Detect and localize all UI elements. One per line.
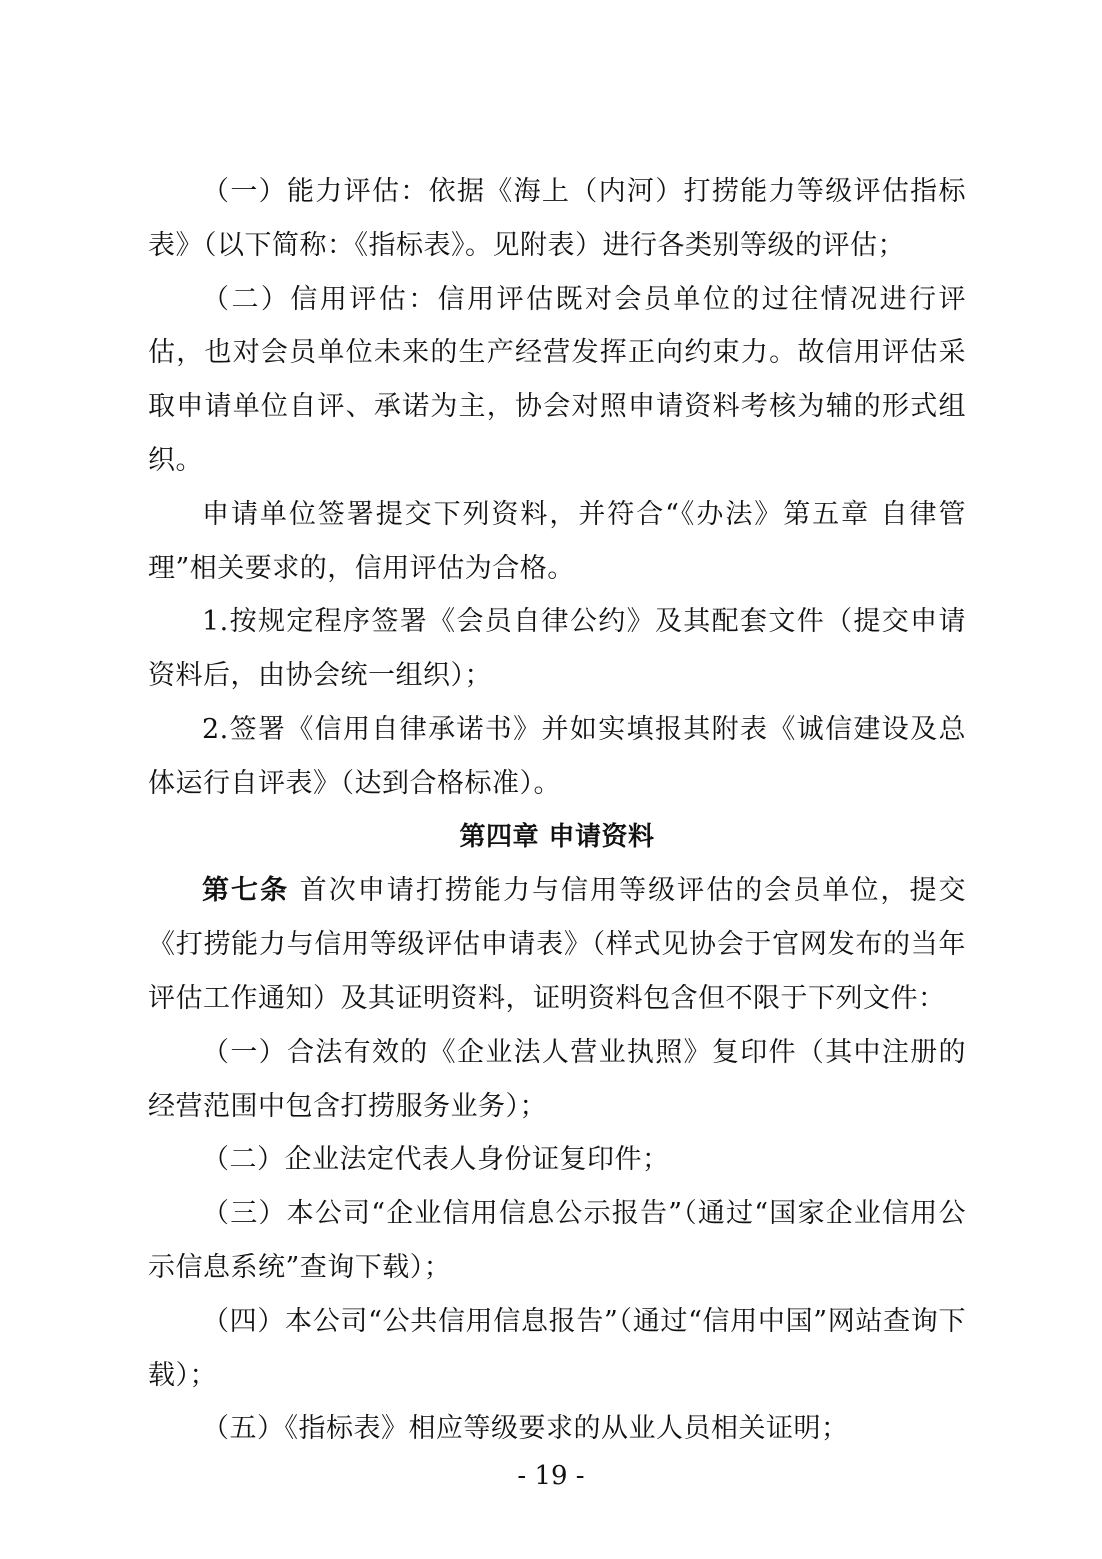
paragraph-enterprise-credit-report: （三）本公司“企业信用信息公示报告”（通过“国家企业信用公示信息系统”查询下载）； [148, 1198, 966, 1283]
paragraph-id-card: （二）企业法定代表人身份证复印件； [202, 1144, 670, 1176]
page-body [148, 165, 966, 1456]
paragraph-credit-assessment: （二）信用评估：信用评估既对会员单位的过往情况进行评估，也对会员单位未来的生产经营发挥正向约束力。故信用评估采取申请单位自评、承诺为主，协会对照申请资料考核为辅的形式组织。 [148, 283, 966, 476]
paragraph-item-1: 1.按规定程序签署《会员自律公约》及其配套文件（提交申请资料后，由协会统一组织）； [148, 606, 966, 692]
paragraph-public-credit-report: （四）本公司“公共信用信息报告”（通过“信用中国”网站查询下载）； [148, 1305, 966, 1391]
page-number: - 19 - [517, 1461, 585, 1491]
paragraph-credit-qualified: 申请单位签署提交下列资料，并符合“《办法》第五章 自律管理”相关要求的，信用评估为合格。 [148, 498, 966, 584]
paragraph-staff-certificates: （五）《指标表》相应等级要求的从业人员相关证明； [202, 1413, 849, 1445]
chapter-heading: 第四章 申请资料 [459, 821, 655, 852]
article-seven [148, 864, 966, 1025]
article-text: 首次申请打捞能力与信用等级评估的会员单位，提交《打捞能力与信用等级评估申请表》（样式见协会于官网发布的当年评估工作通知）及其证明资料，证明资料包含但不限于下列文件： [148, 875, 967, 1014]
article-label: 第七条 [202, 875, 290, 907]
paragraph-capability-assessment: （一）能力评估：依据《海上（内河）打捞能力等级评估指标表》（以下简称：《指标表》。见附表）进行各类别等级的评估； [148, 176, 966, 261]
paragraph-business-license: （一）合法有效的《企业法人营业执照》复印件（其中注册的经营范围中包含打捞服务业务）； [148, 1036, 966, 1122]
paragraph-item-2: 2.签署《信用自律承诺书》并如实填报其附表《诚信建设及总体运行自评表》（达到合格标准）。 [148, 713, 966, 799]
